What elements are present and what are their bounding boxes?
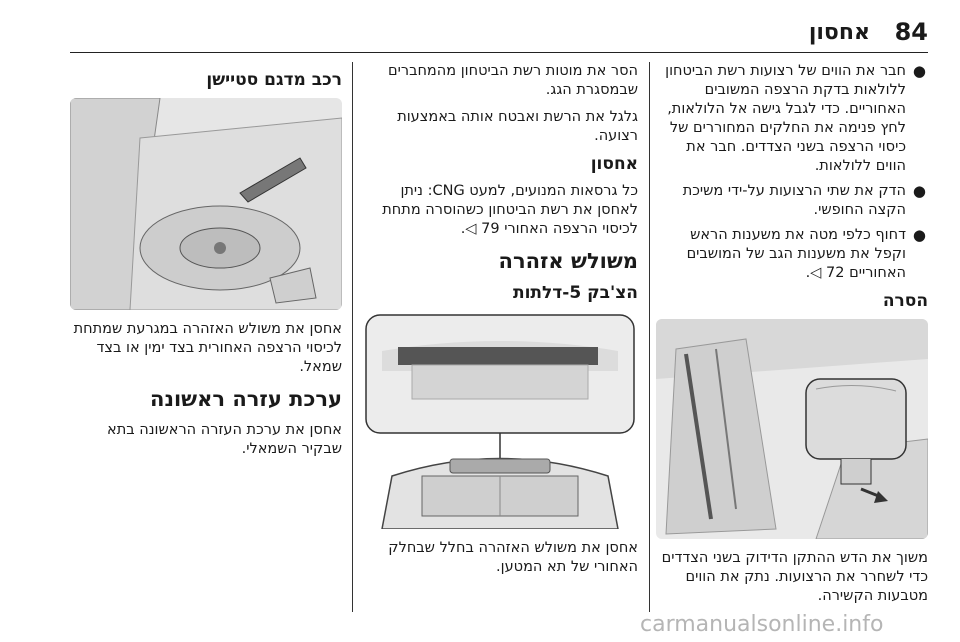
watermark: carmanualsonline.info (640, 612, 884, 637)
page-header (70, 18, 928, 52)
list-item: ● דחוף כלפי מטה את משענות הראש וקפל את משענות הגב של המושבים האחוריים 72 ◁. (686, 226, 926, 281)
heading-wagon: רכב מדגם סטיישן (206, 70, 342, 90)
right-column (656, 62, 928, 614)
subheading-hatchback: הצ'בק 5-דלתות (512, 283, 638, 303)
header-rule (70, 52, 928, 53)
list-item: ● הדק את שתי הרצועות על-ידי משיכת הקצה החופשי. (682, 182, 926, 218)
figure-trunk-triangle (362, 311, 638, 529)
figure-seat-strap (656, 319, 928, 539)
paragraph-storage: כל גרסאות המנועים, למעט CNG: ניתן לאחסן את רשת הביטחון כשהוסרה מתחת לכיסוי הרצפה האחורי 79 ◁. (382, 183, 638, 237)
section-title: אחסון (808, 20, 870, 45)
column-divider-left (352, 62, 353, 612)
heading-warning-triangle: משולש אזהרה (498, 249, 638, 273)
bullet-icon: ● (912, 182, 926, 200)
paragraph-remove-rods: הסר את מוטות רשת הביטחון מהמחברים שבמסגרת הגג. (388, 63, 638, 98)
left-column (70, 62, 342, 467)
bullet-icon: ● (912, 62, 926, 80)
heading-storage: אחסון (590, 154, 638, 174)
caption-removal: משוך את הדש ההתקן הדידוק בשני הצדדים כדי לשחרר את הרצועות. נתק את הווים מטבעות הקשירה. (661, 550, 928, 604)
page-number: 84 (894, 18, 928, 46)
list-item: ● חבר את הווים של רצועות רשת הביטחון ללולאות בדקת הרצפה המשובים האחוריים. כדי לגבל גישה אל הלולאות, לחץ פנימה את החלקים המחוררים של כיסוי הרצפה בשני הצדדים. חבר את הווים ללולאות. (665, 62, 926, 174)
bullet-icon: ● (912, 226, 926, 244)
paragraph-first-aid: אחסן את ערכת העזרה הראשונה בתא שבקיר השמאלי. (107, 422, 342, 457)
caption-trunk-triangle: אחסן את משולש האזהרה בחלל שבחלק האחורי של תא המטען. (388, 540, 638, 575)
paragraph-wagon: אחסן את משולש האזהרה במגרעת שמתחת לכיסוי הרצפה האחורית בצד ימין או בצד שמאל. (73, 321, 342, 375)
paragraph-roll-net: גלגל את הרשת ואבטח אותה באמצעות רצועה. (397, 109, 638, 144)
figure-wagon-floor (70, 98, 342, 310)
heading-removal: הסרה (882, 291, 928, 311)
column-divider-right (649, 62, 650, 612)
heading-first-aid: ערכת עזרה ראשונה (150, 387, 342, 411)
middle-column (362, 62, 638, 585)
instruction-list (656, 62, 928, 283)
